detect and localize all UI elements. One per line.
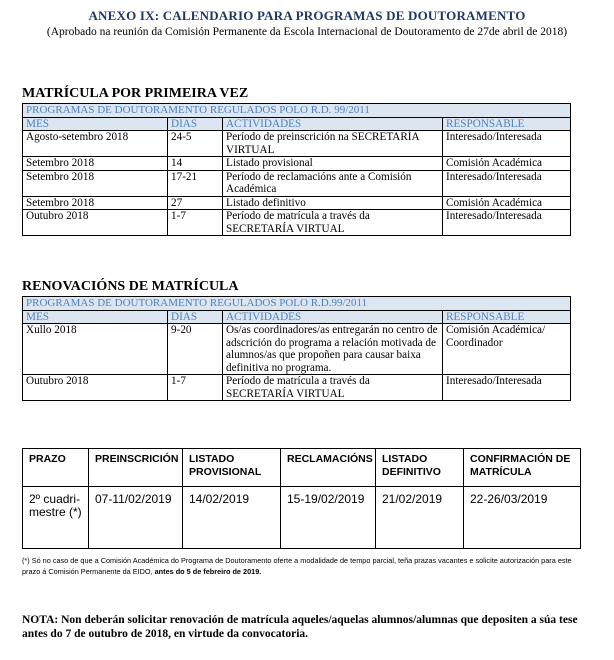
- cell-actividades: Os/as coordinadores/as entregarán no centro de adscrición do programa a relación motivada de alumnos/as que propoñen para causar baixa definitiva no programa.: [223, 324, 443, 375]
- table-row: [23, 170, 571, 196]
- table-row: [23, 210, 571, 236]
- cell-mes: Outubro 2018: [23, 375, 168, 401]
- cell-dias: 1-7: [168, 375, 223, 401]
- cell-responsable: Interesado/Interesada: [443, 170, 571, 196]
- table-row: [23, 324, 571, 375]
- regulation-band: PROGRAMAS DE DOUTORAMENTO REGULADOS POLO R.D.99/2011: [23, 297, 571, 311]
- header-preinscricion: PREINSCRICIÓN: [89, 449, 183, 487]
- header-dias: DIAS: [168, 117, 223, 131]
- cell-responsable: Comisión Académica: [443, 157, 571, 171]
- note: NOTA: Non deberán solicitar renovación de matrícula aqueles/aquelas alumnos/alumnas que depositen a súa tese antes do 7 de outubro de 2018, en virtude da convocatoria.: [22, 614, 578, 640]
- table-row: [23, 196, 571, 210]
- header-listado-definitivo: LISTADO DEFINITIVO: [376, 449, 464, 487]
- cell-listado-definitivo: 21/02/2019: [376, 487, 464, 549]
- table-header-row: [23, 117, 571, 131]
- header-responsable: RESPONSABLE: [443, 117, 571, 131]
- cell-responsable: Comisión Académica/ Coordinador: [443, 324, 571, 375]
- deadline-value-row: [23, 487, 581, 549]
- footnote-text: (*) Só no caso de que a Comisión Académica do Programa de Doutoramento oferte a modalidade de tempo parcial, teña prazas vacantes e solicite autorización para este prazo á Comisión Permanente da EIDO,: [22, 556, 572, 576]
- regulation-band: PROGRAMAS DE DOUTORAMENTO REGULADOS POLO R.D. 99/2011: [23, 104, 571, 118]
- cell-mes: Outubro 2018: [23, 210, 168, 236]
- cell-actividades: Listado provisional: [223, 157, 443, 171]
- page-title: ANEXO IX: CALENDARIO PARA PROGRAMAS DE DOUTORAMENTO: [88, 8, 526, 23]
- cell-responsable: Interesado/Interesada: [443, 131, 571, 157]
- cell-actividades: Listado definitivo: [223, 196, 443, 210]
- header-listado-provisional: LISTADO PROVISIONAL: [183, 449, 281, 487]
- cell-prazo: 2º cuadri-mestre (*): [23, 487, 89, 549]
- table-band-row: [23, 104, 571, 118]
- cell-dias: 9-20: [168, 324, 223, 375]
- cell-mes: Agosto-setembro 2018: [23, 131, 168, 157]
- header-mes: MES: [23, 117, 168, 131]
- cell-responsable: Interesado/Interesada: [443, 210, 571, 236]
- table-row: [23, 375, 571, 401]
- header-dias: DIAS: [168, 310, 223, 324]
- cell-dias: 27: [168, 196, 223, 210]
- table-row: [23, 131, 571, 157]
- header-reclamacions: RECLAMACIÓNS: [281, 449, 376, 487]
- table-band-row: [23, 297, 571, 311]
- cell-mes: Setembro 2018: [23, 196, 168, 210]
- footnote: [22, 556, 588, 577]
- cell-responsable: Comisión Académica: [443, 196, 571, 210]
- cell-actividades: Período de matrícula a través da SECRETARÍA VIRTUAL: [223, 210, 443, 236]
- header-actividades: ACTIVIDADES: [223, 310, 443, 324]
- header-responsable: RESPONSABLE: [443, 310, 571, 324]
- deadline-table: [22, 448, 581, 549]
- cell-dias: 1-7: [168, 210, 223, 236]
- cell-actividades: Período de reclamacións ante a Comisión Académica: [223, 170, 443, 196]
- cell-mes: Xullo 2018: [23, 324, 168, 375]
- cell-mes: Setembro 2018: [23, 170, 168, 196]
- section-title-renewal: RENOVACIÓNS DE MATRÍCULA: [22, 279, 239, 294]
- cell-dias: 24-5: [168, 131, 223, 157]
- cell-responsable: Interesado/Interesada: [443, 375, 571, 401]
- cell-confirmacion: 22-26/03/2019: [464, 487, 581, 549]
- section-title-first-enrolment: MATRÍCULA POR PRIMEIRA VEZ: [22, 86, 249, 101]
- header-prazo: PRAZO: [23, 449, 89, 487]
- renewal-table: [22, 296, 571, 401]
- header-mes: MES: [23, 310, 168, 324]
- cell-dias: 17-21: [168, 170, 223, 196]
- page-subtitle: (Aprobado na reunión da Comisión Permanente da Escola Internacional de Doutoramento de 27de abril de 2018): [46, 26, 568, 38]
- cell-mes: Setembro 2018: [23, 157, 168, 171]
- table-row: [23, 157, 571, 171]
- header-confirmacion: CONFIRMACIÓN DE MATRÍCULA: [464, 449, 581, 487]
- first-enrolment-table: [22, 103, 571, 236]
- header-actividades: ACTIVIDADES: [223, 117, 443, 131]
- cell-preinscricion: 07-11/02/2019: [89, 487, 183, 549]
- deadline-header-row: [23, 449, 581, 487]
- cell-actividades: Período de preinscrición na SECRETARÍA VIRTUAL: [223, 131, 443, 157]
- cell-reclamacions: 15-19/02/2019: [281, 487, 376, 549]
- cell-actividades: Período de matrícula a través da SECRETARÍA VIRTUAL: [223, 375, 443, 401]
- table-header-row: [23, 310, 571, 324]
- cell-listado-provisional: 14/02/2019: [183, 487, 281, 549]
- cell-dias: 14: [168, 157, 223, 171]
- footnote-deadline: antes do 5 de febreiro de 2019.: [154, 566, 262, 576]
